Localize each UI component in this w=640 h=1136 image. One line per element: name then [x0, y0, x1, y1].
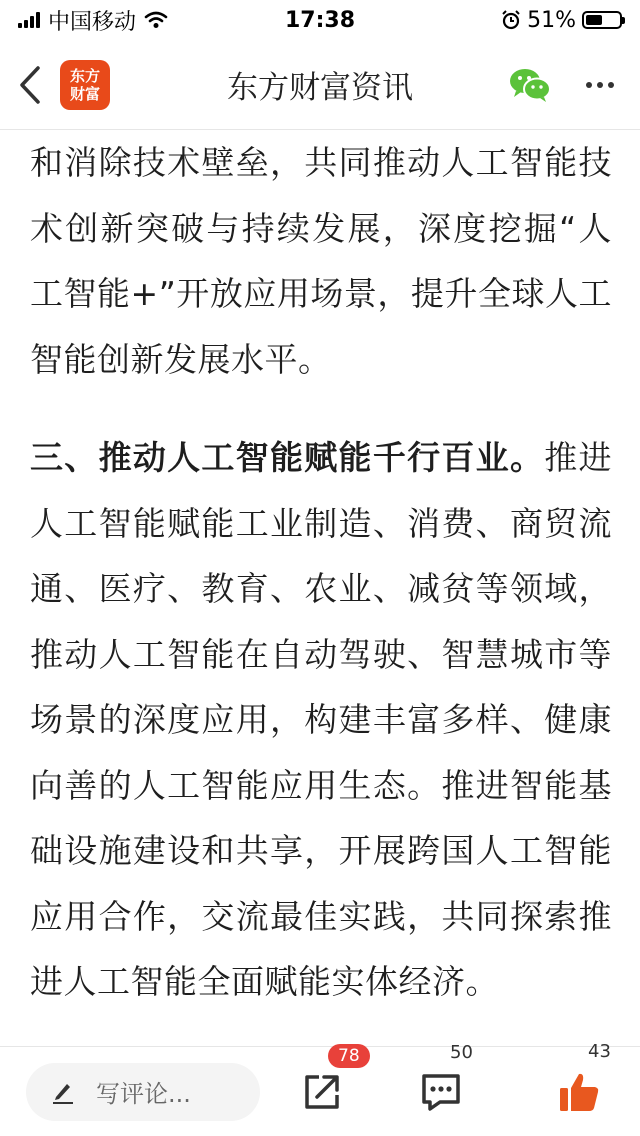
- battery-icon: [582, 11, 622, 29]
- dot: [597, 82, 603, 88]
- signal-icon: [18, 12, 40, 28]
- share-button[interactable]: [302, 1045, 360, 1112]
- alarm-clock-icon: [501, 10, 521, 30]
- wechat-icon: [508, 67, 552, 103]
- page-title: 东方财富资讯: [227, 70, 413, 106]
- pencil-icon: [52, 1080, 74, 1104]
- like-button[interactable]: [558, 1040, 611, 1113]
- comment-placeholder: 写评论...: [96, 1080, 191, 1108]
- status-time: 17:38: [284, 7, 356, 33]
- comments-button[interactable]: [420, 1041, 473, 1112]
- more-options-button[interactable]: [586, 82, 614, 88]
- bottom-action-bar: [0, 1040, 640, 1136]
- status-bar: [0, 0, 640, 40]
- wifi-icon: [144, 11, 168, 29]
- thumbs-up-icon: [558, 1071, 600, 1113]
- comment-bubble-icon: [420, 1072, 462, 1112]
- share-icon: [303, 1073, 341, 1111]
- nav-bar: [0, 40, 640, 130]
- battery-percent: 51%: [527, 7, 576, 33]
- comment-count: 50: [450, 1041, 473, 1063]
- app-logo[interactable]: 东方财富: [60, 60, 110, 110]
- paragraph-text: 推进人工智能赋能工业制造、消费、商贸流通、医疗、教育、农业、减贫等领域，推动人工智能在自动驾驶、智慧城市等场景的深度应用，构建丰富多样、健康向善的人工智能应用生态。推进智能基础设施建设和共享，开展跨国人工智能应用合作，交流最佳实践，共同探索推进人工智能全面赋能实体经济。: [30, 438, 612, 1001]
- article-body: [30, 130, 612, 1048]
- share-count-badge: 78: [328, 1044, 370, 1068]
- article-paragraph: [30, 425, 612, 1015]
- wechat-share-button[interactable]: [508, 67, 552, 103]
- status-left: [18, 5, 238, 36]
- chevron-left-icon: [18, 65, 42, 105]
- dot: [608, 82, 614, 88]
- battery-fill: [586, 15, 602, 25]
- status-right: [402, 8, 622, 33]
- article-paragraph: 和消除技术壁垒，共同推动人工智能技术创新突破与持续发展，深度挖掘“人工智能+”开放应用场景，提升全球人工智能创新发展水平。: [30, 143, 612, 379]
- nav-actions: [508, 67, 640, 103]
- section-heading: 三、推动人工智能赋能千行百业。: [30, 438, 545, 477]
- dot: [586, 82, 592, 88]
- like-count: 43: [588, 1040, 611, 1062]
- back-button[interactable]: [0, 40, 60, 130]
- comment-input[interactable]: [26, 1063, 260, 1121]
- carrier-label: 中国移动: [48, 9, 137, 35]
